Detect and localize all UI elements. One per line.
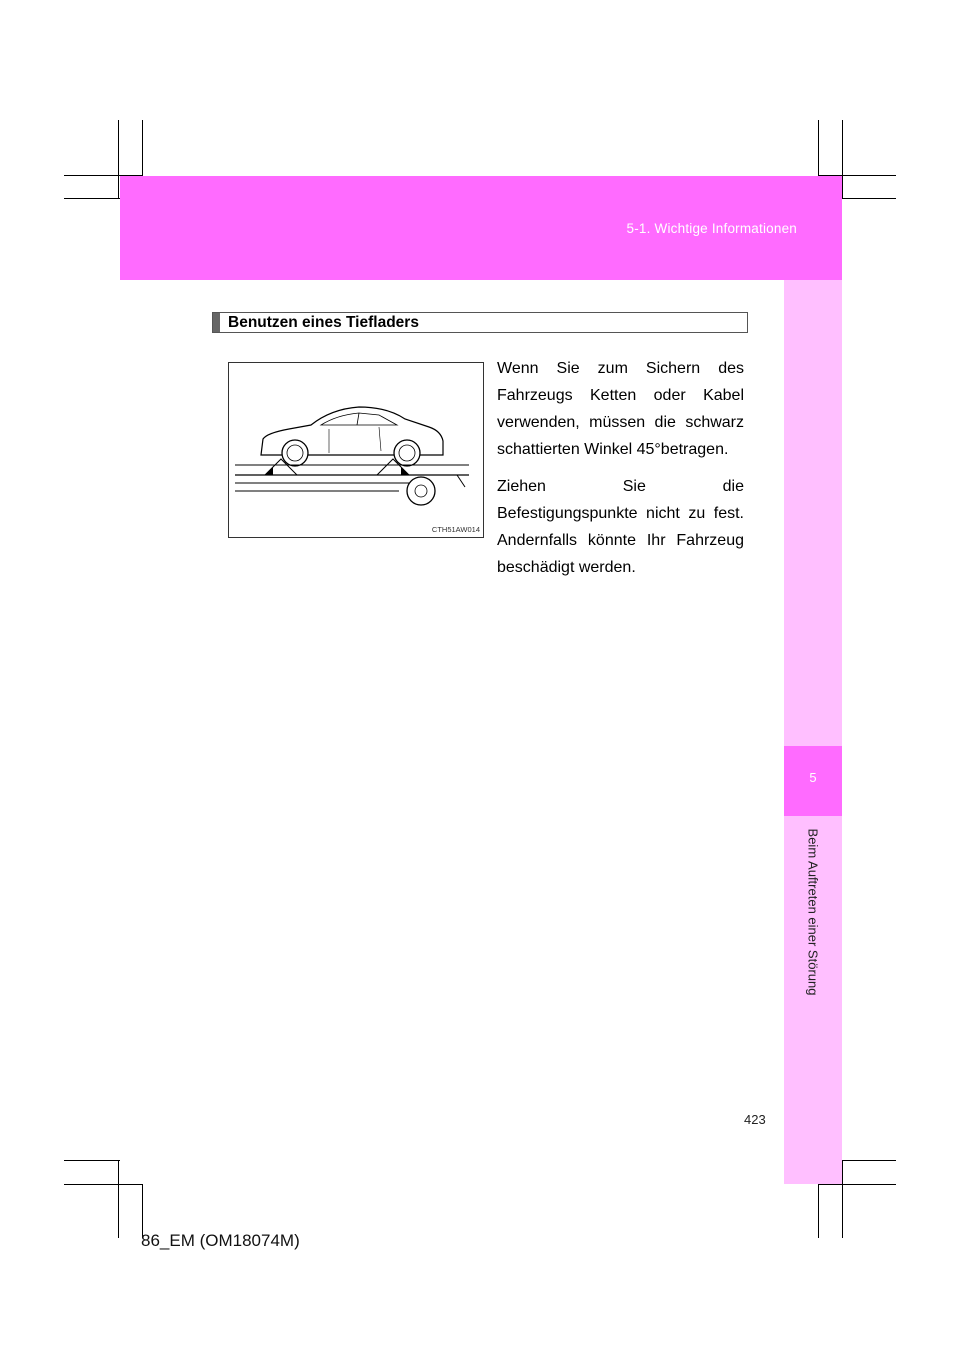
page-number: 423 (744, 1112, 766, 1127)
crop-mark (64, 1184, 142, 1185)
crop-mark (818, 120, 819, 176)
car-on-flatbed-illustration (229, 363, 483, 537)
crop-mark (64, 198, 120, 199)
document-code: 86_EM (OM18074M) (141, 1231, 300, 1250)
crop-mark (842, 1160, 896, 1161)
crop-mark (818, 1184, 896, 1185)
chapter-side-tab (784, 280, 842, 1184)
heading-text: Benutzen eines Tiefladers (228, 313, 419, 331)
crop-mark (842, 1160, 843, 1238)
crop-mark (142, 120, 143, 176)
chapter-title: Beim Auftreten einer Störung (805, 828, 821, 996)
section-heading (212, 312, 748, 333)
body-text (497, 355, 744, 591)
crop-mark (842, 120, 843, 198)
paragraph: Ziehen Sie die Befestigungspunkte nicht zu fest. Andernfalls könnte Ihr Fahrzeug beschädigt werden. (497, 478, 744, 576)
heading-marker (213, 313, 220, 332)
section-title: 5-1. Wichtige Informationen (626, 221, 797, 236)
paragraph: Wenn Sie zum Sichern des Fahrzeugs Ketten oder Kabel verwenden, müssen die schwarz schattierten Winkel 45°betragen. (497, 360, 744, 458)
crop-mark (142, 1184, 143, 1238)
crop-mark (842, 198, 896, 199)
figure-code: CTH51AW014 (431, 525, 480, 534)
crop-mark (818, 1184, 819, 1238)
chapter-number: 5 (809, 770, 817, 785)
crop-mark (118, 1160, 119, 1238)
crop-mark (64, 1160, 120, 1161)
crop-mark (118, 120, 119, 198)
figure-illustration (228, 362, 484, 538)
